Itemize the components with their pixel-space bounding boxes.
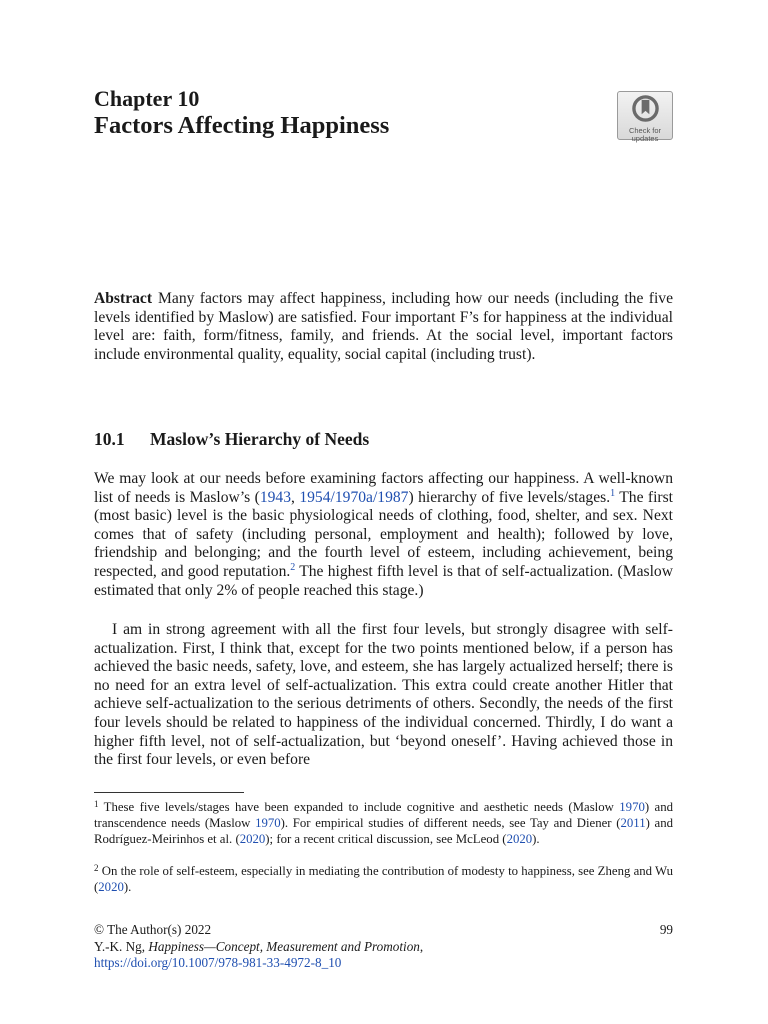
- paragraph-2: I am in strong agreement with all the first four levels, but strongly disagree with self-actualization. First, I think that, except for the two points mentioned below, if a person has achieved the basic needs, safety, love, and esteem, she has largely actualized herself; there is no need for an extra level of self-actualization. This extra could create another Hitler that achieve self-actualization to the serious detriments of others. Secondly, the needs of the first four levels should be related to happiness of the individual concerned. Thirdly, I do want a higher fifth level, not of self-actualization, but ‘beyond oneself’. Having achieved those in the first four levels, or even before: [94, 621, 673, 769]
- chapter-label: Chapter 10: [94, 86, 200, 111]
- paragraph-1: [94, 470, 673, 600]
- chapter-title: Factors Affecting Happiness: [94, 112, 390, 139]
- citation-link[interactable]: 1970: [619, 800, 645, 814]
- fn2-text: On the role of self-esteem, especially in mediating the contribution of modesty to happiness, see Zheng and Wu (: [94, 864, 673, 894]
- citation-link[interactable]: 1943: [259, 488, 292, 506]
- footnote-number: 2: [94, 863, 99, 873]
- page-footer: [94, 922, 673, 972]
- citation-link[interactable]: 2011: [620, 815, 646, 830]
- p1-text-b: ) hierarchy of five levels/stages.: [408, 488, 611, 506]
- badge-line2: updates: [631, 134, 659, 143]
- fn1-text: ).: [532, 831, 540, 846]
- copyright-line: © The Author(s) 2022: [94, 922, 212, 937]
- citation-link[interactable]: 1954/1970a/1987: [299, 488, 409, 506]
- fn1-text: ). For empirical studies of different needs, see Tay and Diener (: [280, 815, 621, 830]
- book-title: Happiness—Concept, Measurement and Promotion: [148, 938, 420, 954]
- citation-link[interactable]: 2020: [98, 879, 124, 894]
- fn1-text: ) and transcendence needs (Maslow: [94, 800, 673, 830]
- footnote-ref-link[interactable]: 2: [290, 561, 296, 573]
- check-for-updates-badge[interactable]: [617, 91, 673, 143]
- badge-line1: Check for: [628, 126, 662, 135]
- footnote-number: 1: [94, 799, 99, 809]
- citation-line: [94, 939, 673, 956]
- footnote-divider: [94, 792, 244, 793]
- footnote-2: [94, 864, 673, 896]
- citation-link[interactable]: 1970: [255, 815, 281, 830]
- fn1-text: ) and Rodríguez-Meirinhos et al. (: [94, 815, 674, 846]
- citation-punct: ,: [419, 938, 424, 954]
- p1-text-d: The highest fifth level is that of self-actualization. (Maslow estimated that only 2% of people reached this stage.): [94, 562, 673, 599]
- p1-sep: ,: [291, 488, 300, 506]
- citation-author: Y.-K. Ng,: [94, 938, 149, 954]
- p1-text-a: We may look at our needs before examining factors affecting our happiness. A well-known list of needs is Maslow’s (: [94, 470, 673, 506]
- bookmark-ring-icon: [632, 95, 659, 122]
- citation-link[interactable]: 2020: [239, 831, 266, 846]
- page-number: 99: [659, 922, 673, 937]
- fn1-text: These five levels/stages have been expanded to include cognitive and aesthetic needs (Maslow: [98, 800, 620, 814]
- abstract-text: Many factors may affect happiness, including how our needs (including the five levels identified by Maslow) are satisfied. Four important F’s for happiness at the individual level are: faith, form/fitness, family, and friends. At the social level, important factors include environmental quality, equality, social capital (including trust).: [94, 290, 673, 363]
- abstract-label: Abstract: [94, 290, 153, 307]
- footnote-1: [94, 800, 673, 847]
- p1-text-c: The first (most basic) level is the basic physiological needs of clothing, food, shelter, and sex. Next comes that of safety (including personal, employment and health); followed by love, friendship and belonging; and the fourth level of esteem, including achievement, being respected, and good reputation.: [94, 488, 674, 580]
- section-number: 10.1: [94, 429, 125, 449]
- section-title: Maslow’s Hierarchy of Needs: [150, 429, 370, 449]
- section-heading: [94, 429, 369, 450]
- fn2-text: ).: [123, 879, 132, 894]
- doi-link[interactable]: https://doi.org/10.1007/978-981-33-4972-8_10: [94, 955, 342, 970]
- fn1-text: ); for a recent critical discussion, see McLeod (: [265, 831, 507, 846]
- footnote-ref-link[interactable]: 1: [610, 487, 616, 499]
- citation-link[interactable]: 2020: [506, 831, 533, 846]
- abstract: [94, 290, 673, 364]
